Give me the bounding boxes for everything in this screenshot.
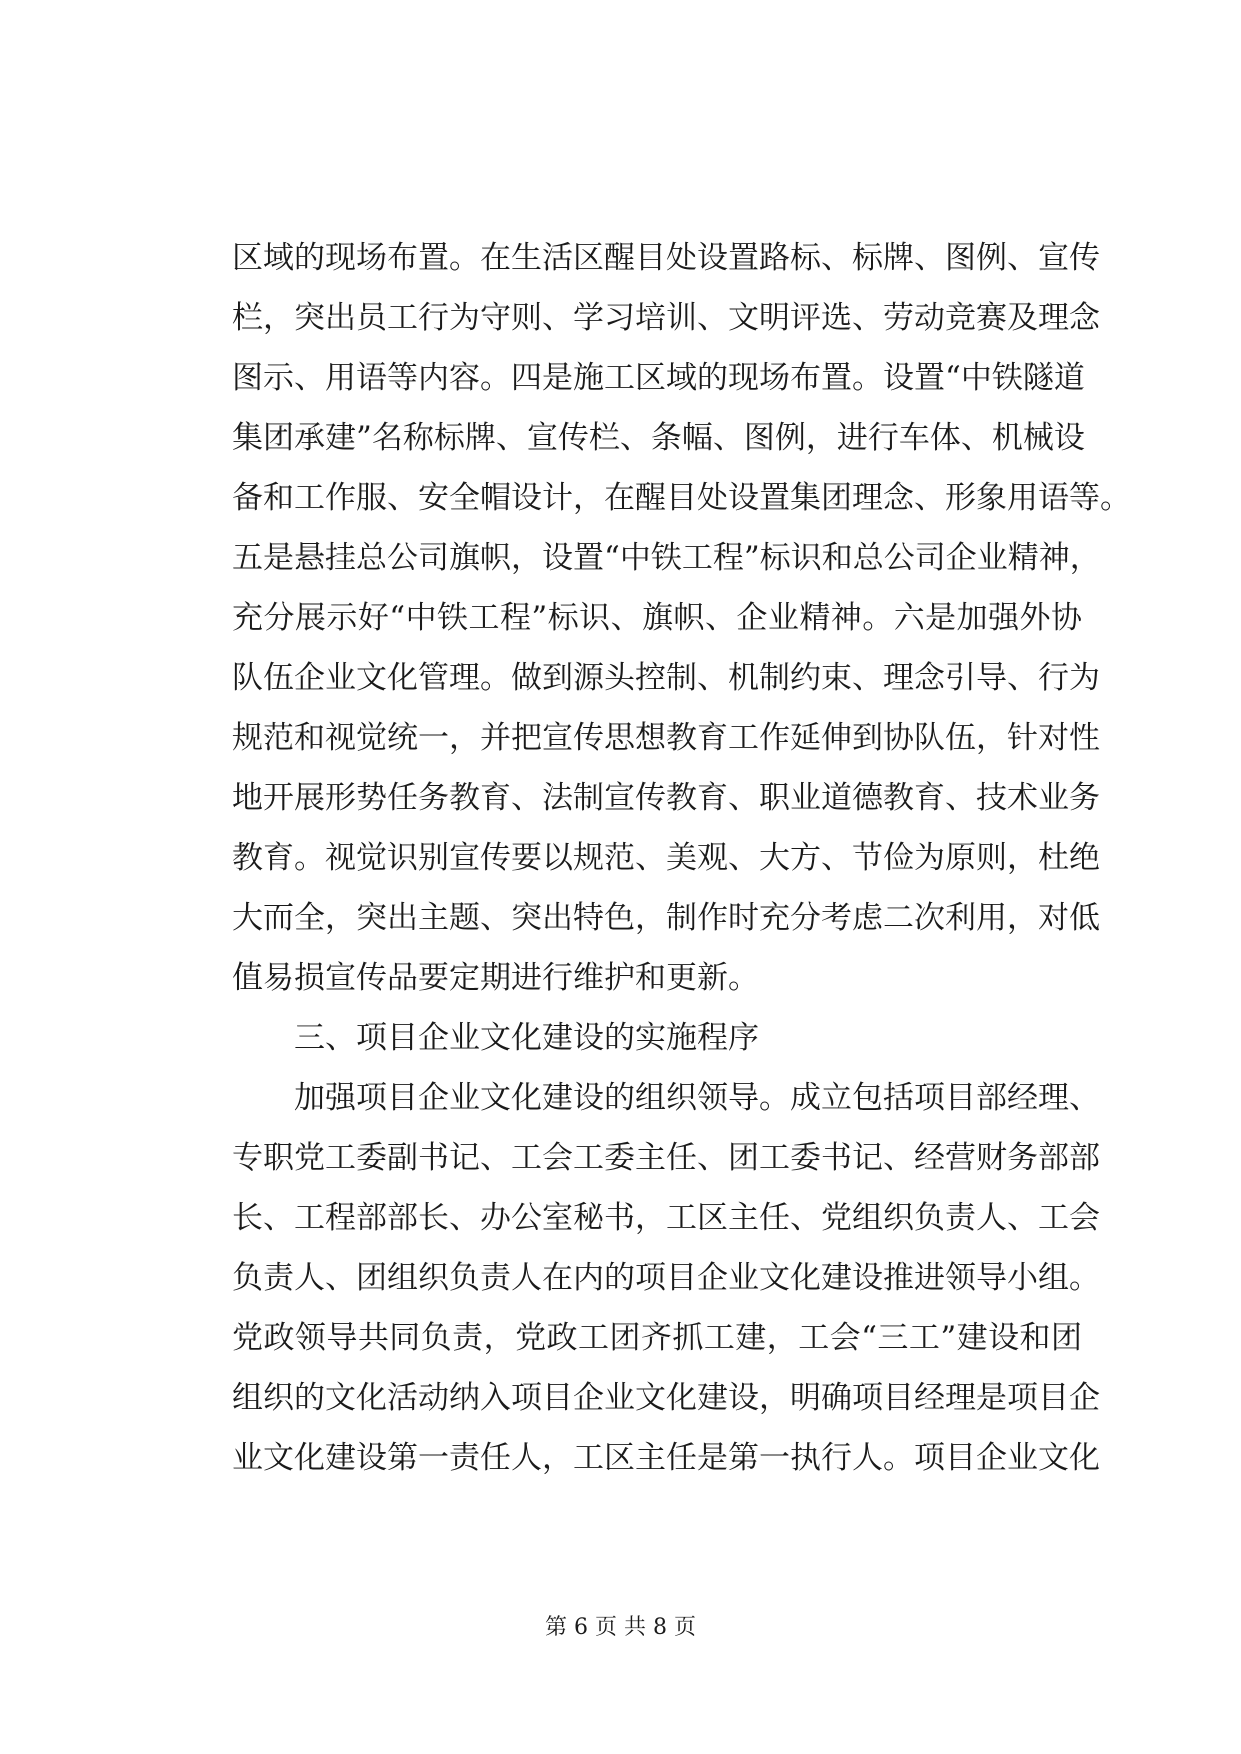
paragraph-line: 长、工程部部长、办公室秘书，工区主任、党组织负责人、工会 <box>232 1200 1100 1236</box>
paragraph-line: 党政领导共同负责，党政工团齐抓工建，工会“三工”建设和团 <box>232 1320 1082 1356</box>
paragraph-line: 栏，突出员工行为守则、学习培训、文明评选、劳动竞赛及理念 <box>232 300 1100 336</box>
paragraph-line: 区域的现场布置。在生活区醒目处设置路标、标牌、图例、宣传 <box>232 240 1100 276</box>
paragraph-line: 业文化建设第一责任人，工区主任是第一执行人。项目企业文化 <box>232 1440 1100 1476</box>
paragraph-line: 大而全，突出主题、突出特色，制作时充分考虑二次利用，对低 <box>232 900 1100 936</box>
paragraph-line: 教育。视觉识别宣传要以规范、美观、大方、节俭为原则，杜绝 <box>232 840 1100 876</box>
paragraph-line: 图示、用语等内容。四是施工区域的现场布置。设置“中铁隧道 <box>232 360 1085 396</box>
paragraph-line: 队伍企业文化管理。做到源头控制、机制约束、理念引导、行为 <box>232 660 1100 696</box>
paragraph-line: 负责人、团组织负责人在内的项目企业文化建设推进领导小组。 <box>232 1260 1100 1296</box>
paragraph-line: 充分展示好“中铁工程”标识、旗帜、企业精神。六是加强外协 <box>232 600 1082 636</box>
paragraph-line: 专职党工委副书记、工会工委主任、团工委书记、经营财务部部 <box>232 1140 1100 1176</box>
paragraph-line: 集团承建”名称标牌、宣传栏、条幅、图例，进行车体、机械设 <box>232 420 1085 456</box>
page-number-footer: 第 6 页 共 8 页 <box>545 1615 696 1640</box>
paragraph-line: 备和工作服、安全帽设计，在醒目处设置集团理念、形象用语等。 <box>232 480 1131 516</box>
paragraph-line: 组织的文化活动纳入项目企业文化建设，明确项目经理是项目企 <box>232 1380 1100 1416</box>
document-body <box>232 228 1131 1488</box>
paragraph-line: 值易损宣传品要定期进行维护和更新。 <box>232 960 759 996</box>
paragraph-line: 五是悬挂总公司旗帜，设置“中铁工程”标识和总公司企业精神， <box>232 540 1101 576</box>
section-heading: 三、项目企业文化建设的实施程序 <box>294 1020 759 1056</box>
paragraph-line: 规范和视觉统一，并把宣传思想教育工作延伸到协队伍，针对性 <box>232 720 1100 756</box>
paragraph-line: 加强项目企业文化建设的组织领导。成立包括项目部经理、 <box>294 1080 1100 1116</box>
paragraph-line: 地开展形势任务教育、法制宣传教育、职业道德教育、技术业务 <box>232 780 1100 816</box>
